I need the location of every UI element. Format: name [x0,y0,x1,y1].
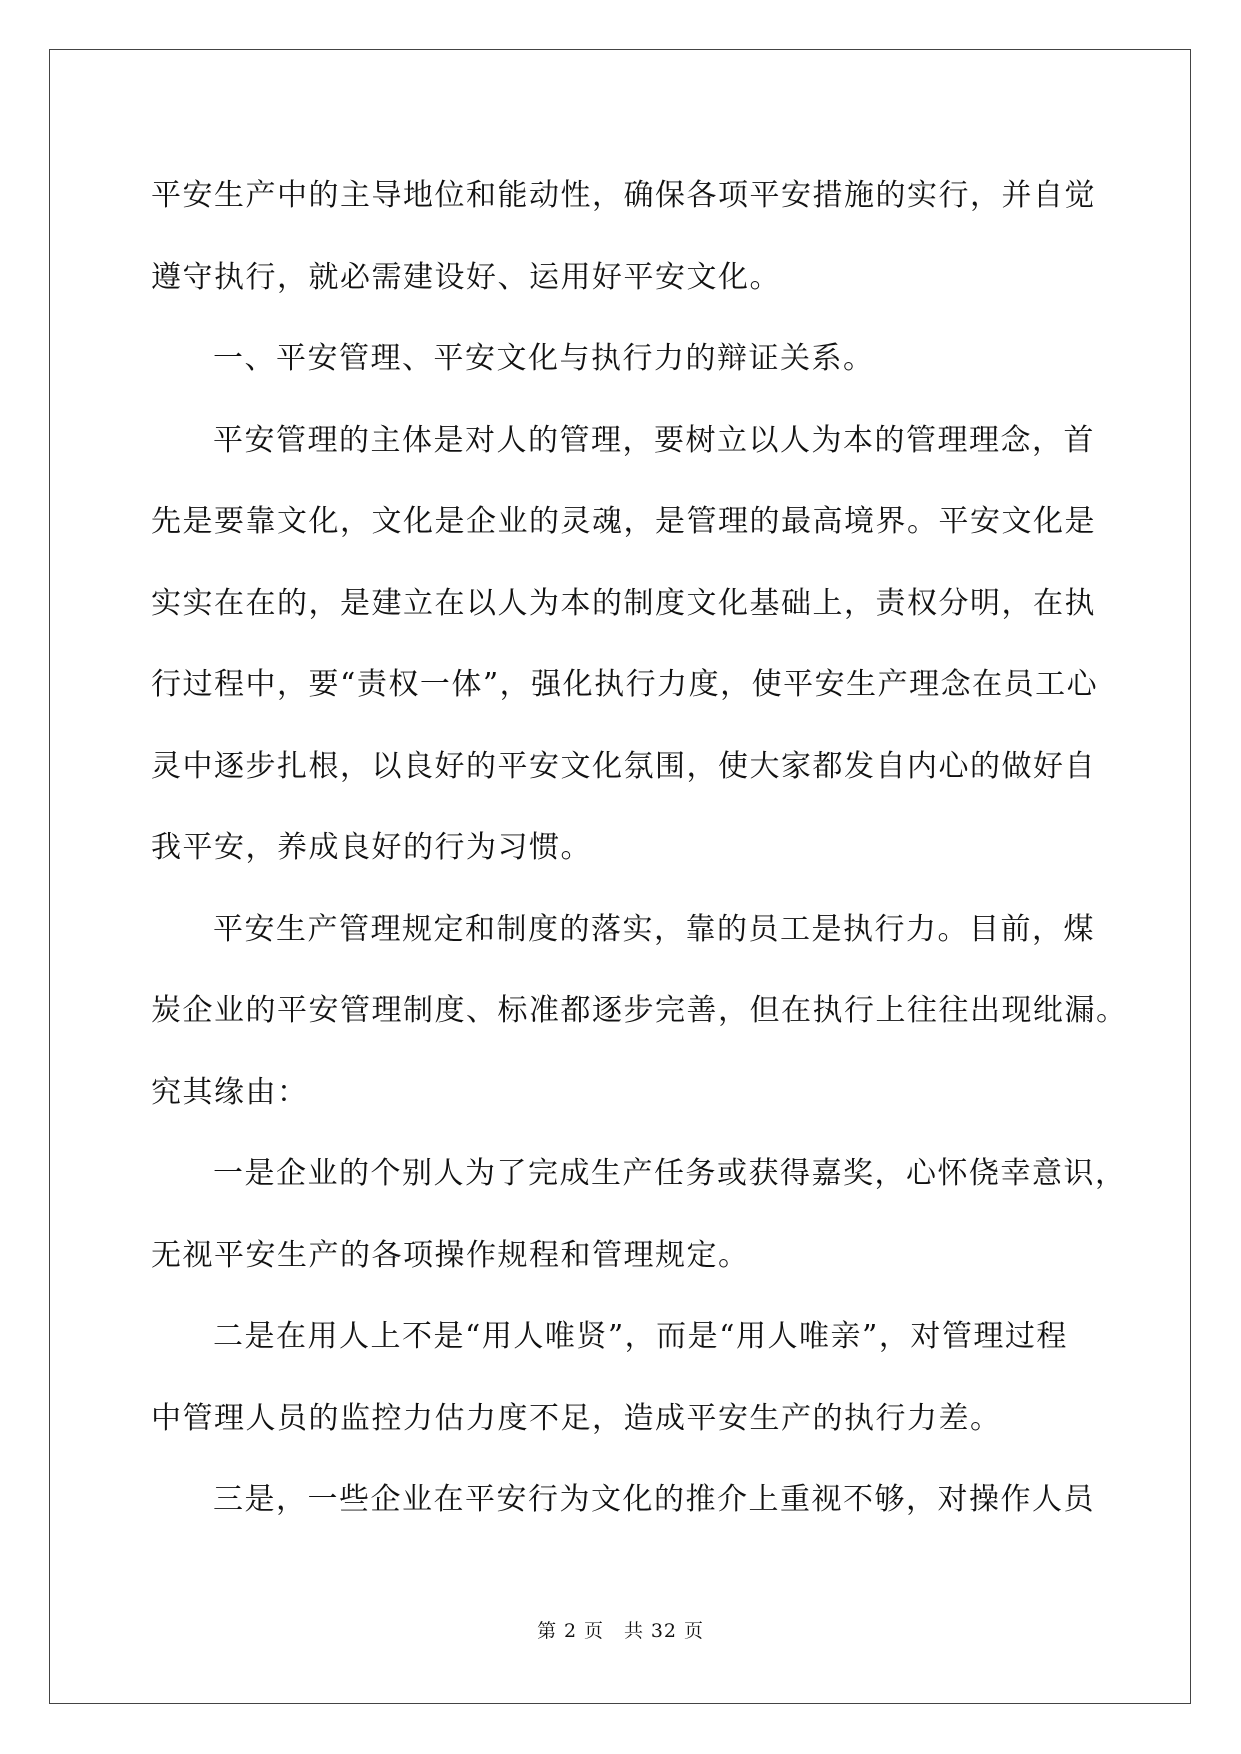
text-line: 无视平安生产的各项操作规程和管理规定。 [151,1237,750,1273]
text-line: 平安管理的主体是对人的管理，要树立以人为本的管理理念，首 [213,422,1095,458]
text-line: 炭企业的平安管理制度、标准都逐步完善，但在执行上往往出现纰漏。 [151,993,1128,1028]
text-line: 灵中逐步扎根，以良好的平安文化氛围，使大家都发自内心的做好自 [151,748,1096,784]
text-line: 实实在在的，是建立在以人为本的制度文化基础上，责权分明，在执 [151,585,1096,621]
text-line: 行过程中，要“责权一体”，强化执行力度，使平安生产理念在员工心 [151,667,1099,702]
document-body [151,155,1128,1541]
text-line: 一是企业的个别人为了完成生产任务或获得嘉奖，心怀侥幸意识， [213,1156,1127,1191]
text-line: 先是要靠文化，文化是企业的灵魂，是管理的最高境界。平安文化是 [151,504,1096,539]
text-line: 遵守执行，就必需建设好、运用好平安文化。 [151,259,781,295]
text-line: 三是，一些企业在平安行为文化的推介上重视不够，对操作人员 [213,1482,1095,1517]
text-line: 二是在用人上不是“用人唯贤”，而是“用人唯亲”，对管理过程 [213,1319,1068,1354]
text-line: 平安生产管理规定和制度的落实，靠的员工是执行力。目前，煤 [213,911,1095,947]
page-number-footer: 第 2 页 共 32 页 [537,1620,704,1642]
text-line: 中管理人员的监控力估力度不足，造成平安生产的执行力差。 [151,1400,1002,1436]
text-line: 我平安，养成良好的行为习惯。 [151,830,592,865]
text-line: 究其缘由： [151,1074,309,1110]
text-line: 平安生产中的主导地位和能动性，确保各项平安措施的实行，并自觉 [151,178,1096,213]
section-heading: 一、平安管理、平安文化与执行力的辩证关系。 [213,341,875,376]
